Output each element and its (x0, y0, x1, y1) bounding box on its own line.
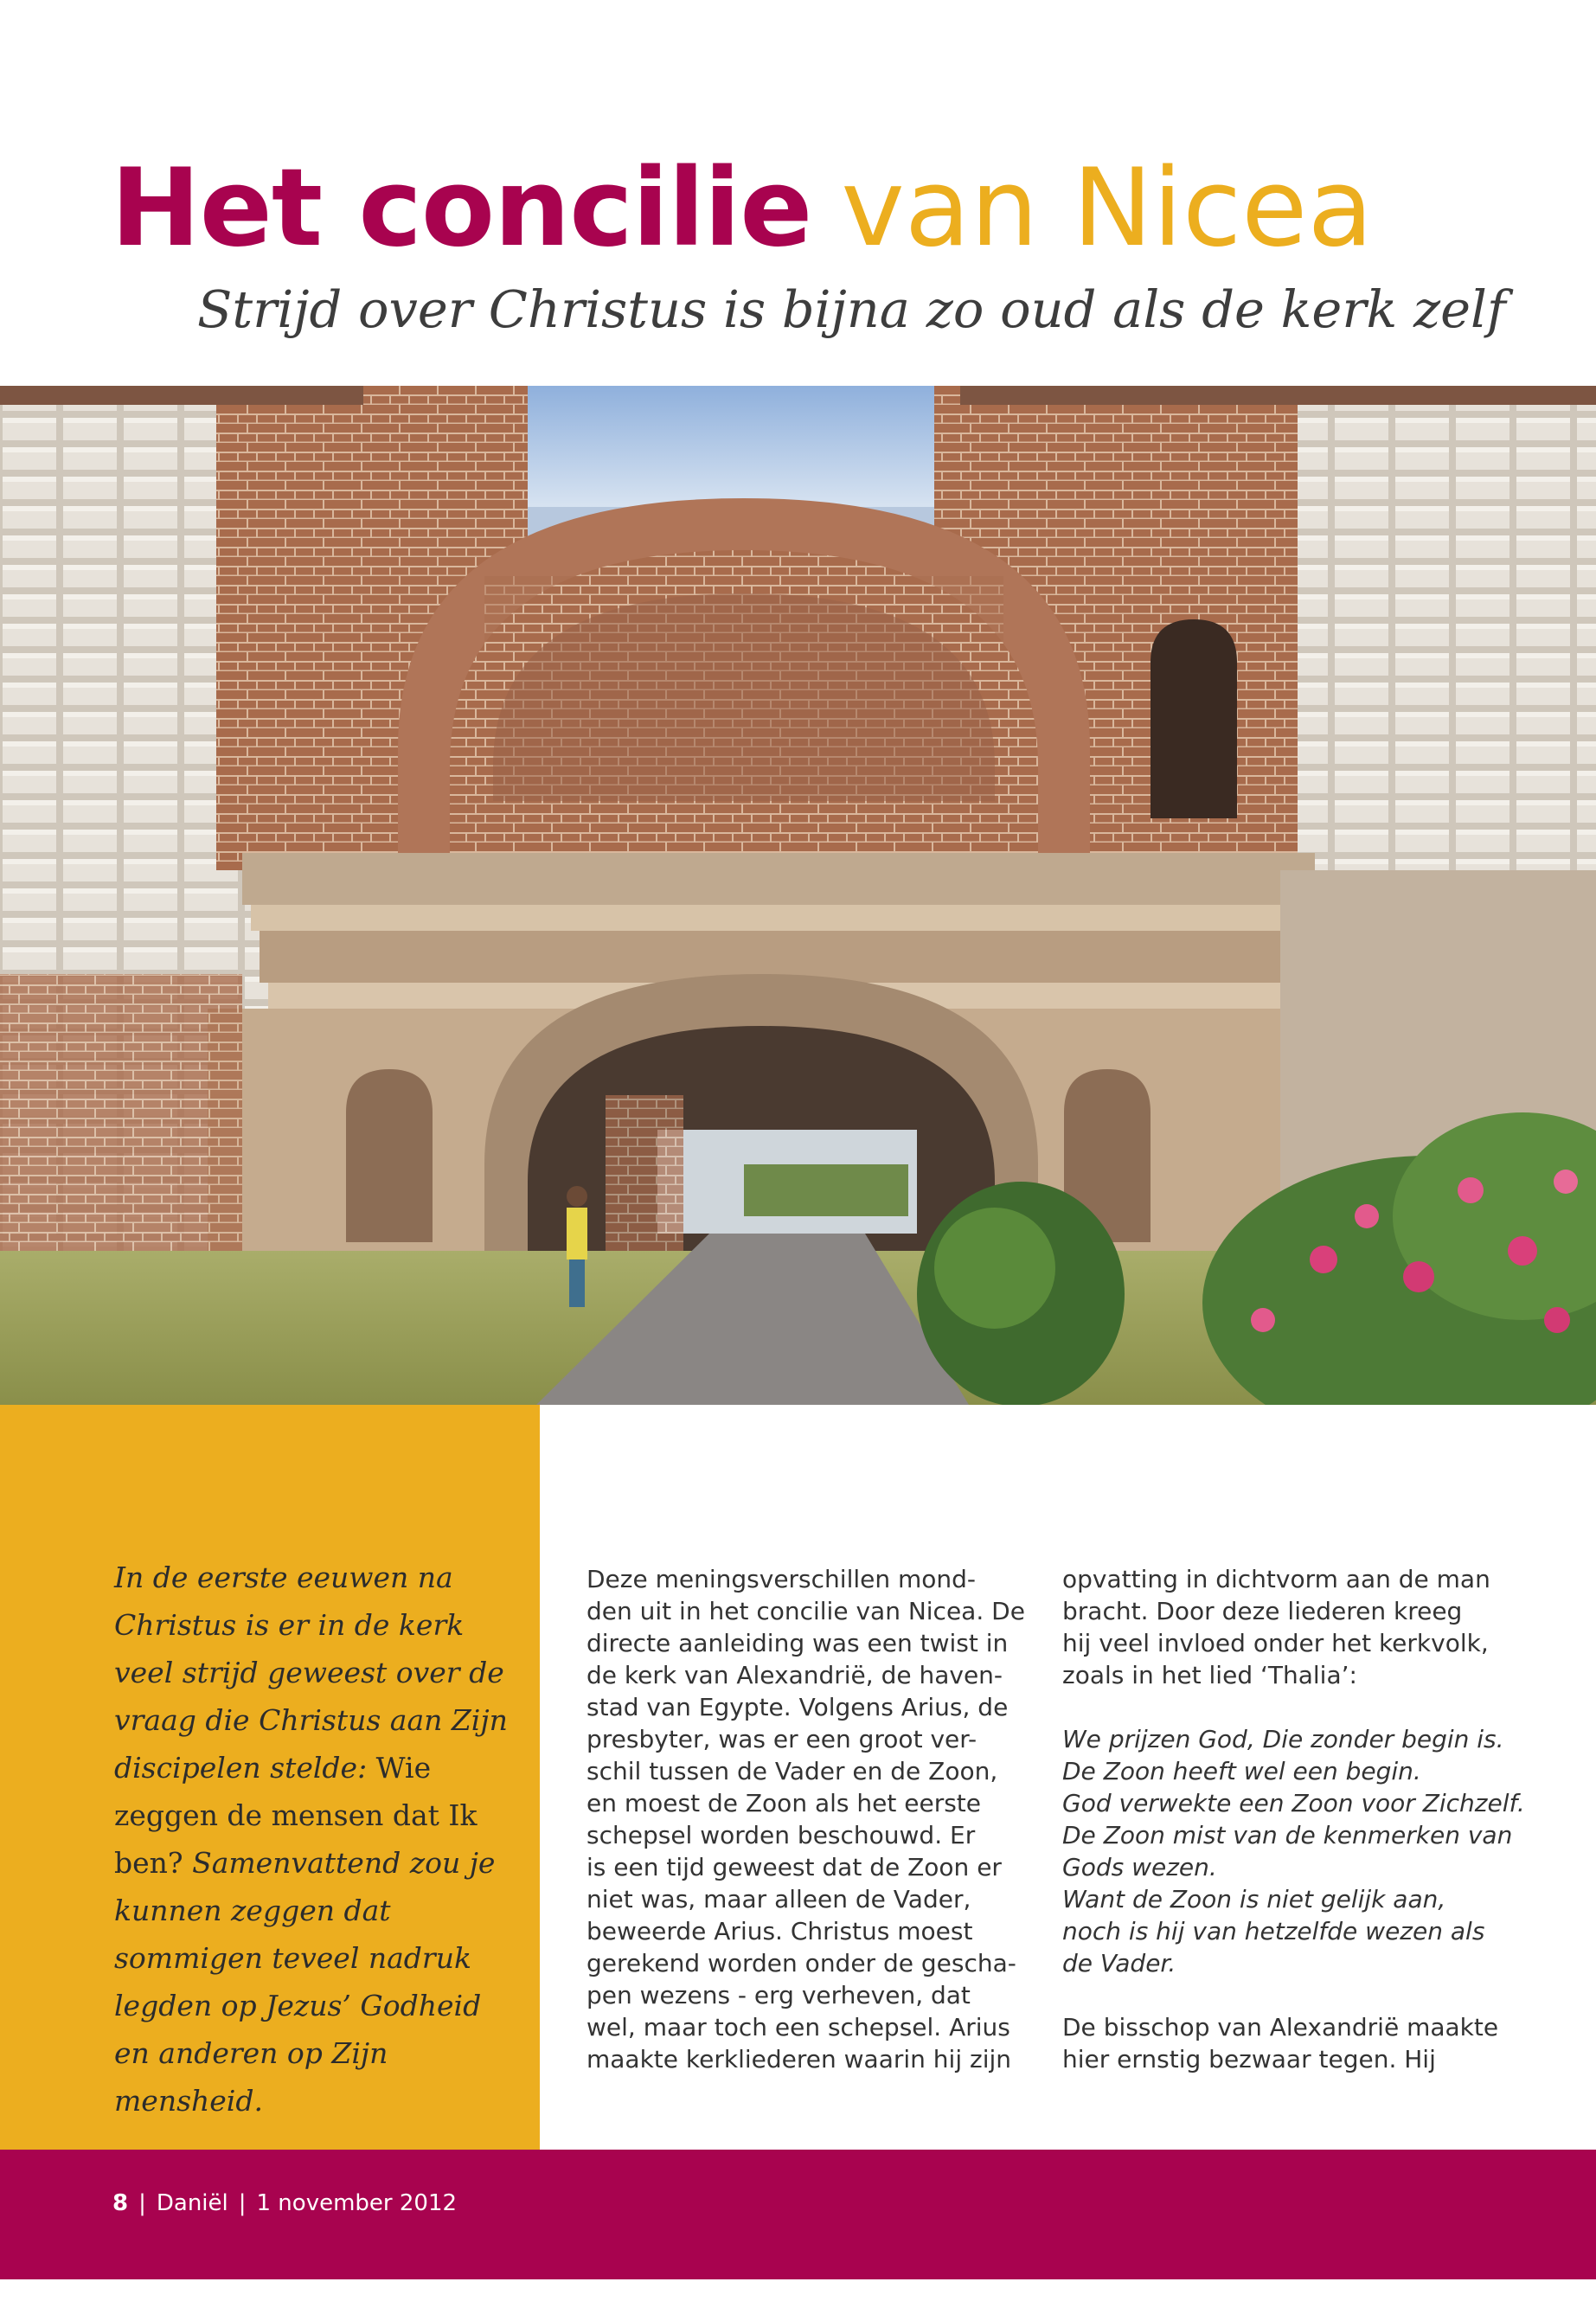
body-line: pen wezens - erg verheven, dat (586, 1981, 971, 2009)
title-bold: Het concilie (111, 146, 812, 271)
footer-separator: | (138, 2190, 146, 2216)
body-line: bracht. Door deze liederen kreeg (1062, 1597, 1463, 1625)
intro-quote: Wie zeggen de mensen dat Ik ben? (114, 1751, 478, 1880)
body-line: hij veel invloed onder het kerkvolk, (1062, 1629, 1489, 1657)
body-line: beweerde Arius. Christus moest (586, 1917, 973, 1945)
body-line: is een tijd geweest dat de Zoon er (586, 1853, 1002, 1881)
poem-line: De Zoon heeft wel een begin. (1062, 1757, 1421, 1785)
body-column-2 (586, 1563, 1025, 2075)
paragraph-gap (1062, 1979, 1525, 2011)
footer-separator: | (238, 2190, 247, 2216)
body-line: niet was, maar alleen de Vader, (586, 1885, 971, 1913)
body-line: schil tussen de Vader en de Zoon, (586, 1757, 998, 1785)
poem-line: We prijzen God, Die zonder begin is. (1062, 1725, 1504, 1753)
body-line: de kerk van Alexandrië, de haven- (586, 1661, 1003, 1689)
body-line: wel, maar toch een schepsel. Arius (586, 2013, 1010, 2041)
title-light: van Nicea (841, 146, 1374, 271)
body-line: Deze meningsverschillen mond- (586, 1565, 977, 1593)
body-column-3 (1062, 1563, 1525, 2075)
body-line: gerekend worden onder de gescha- (586, 1949, 1016, 1977)
body-line: schepsel worden beschouwd. Er (586, 1821, 976, 1849)
body-line: en moest de Zoon als het eerste (586, 1789, 981, 1817)
publication-name: Daniël (156, 2190, 228, 2216)
intro-part1: In de eerste eeuwen na Christus is er in de kerk veel strijd geweest over de vraag die Christus aan Zijn discipelen stelde: (114, 1561, 508, 1785)
body-line: zoals in het lied ‘Thalia’: (1062, 1661, 1357, 1689)
paragraph-gap (1062, 1691, 1525, 1723)
intro-text (114, 1554, 512, 2125)
poem-line: de Vader. (1062, 1949, 1176, 1977)
body-line: hier ernstig bezwaar tegen. Hij (1062, 2045, 1436, 2073)
body-line: presbyter, was er een groot ver- (586, 1725, 977, 1753)
poem-line: noch is hij van hetzelfde wezen als (1062, 1917, 1485, 1945)
body-line: den uit in het concilie van Nicea. De (586, 1597, 1025, 1625)
body-line: directe aanleiding was een twist in (586, 1629, 1009, 1657)
publication-date: 1 november 2012 (256, 2190, 458, 2216)
city-gate-photo (0, 386, 1596, 1405)
poem-line: Want de Zoon is niet gelijk aan, (1062, 1885, 1446, 1913)
intro-part2: Samenvattend zou je kunnen zeggen dat sommigen teveel nadruk legden op Jezus’ Godheid en anderen op Zijn mensheid. (114, 1846, 496, 2118)
page-footer (0, 2150, 1596, 2279)
body-line: De bisschop van Alexandrië maakte (1062, 2013, 1499, 2041)
body-line: maakte kerkliederen waarin hij zijn (586, 2045, 1011, 2073)
footer-text (112, 2189, 457, 2218)
body-line: opvatting in dichtvorm aan de man (1062, 1565, 1490, 1593)
article-subtitle: Strijd over Christus is bijna zo oud als de kerk zelf (197, 279, 1506, 339)
poem-line: God verwekte een Zoon voor Zichzelf. (1062, 1789, 1525, 1817)
poem-line: Gods wezen. (1062, 1853, 1217, 1881)
article-title (111, 146, 1374, 271)
body-line: stad van Egypte. Volgens Arius, de (586, 1693, 1009, 1721)
page-number: 8 (112, 2190, 129, 2216)
poem-line: De Zoon mist van de kenmerken van (1062, 1821, 1513, 1849)
